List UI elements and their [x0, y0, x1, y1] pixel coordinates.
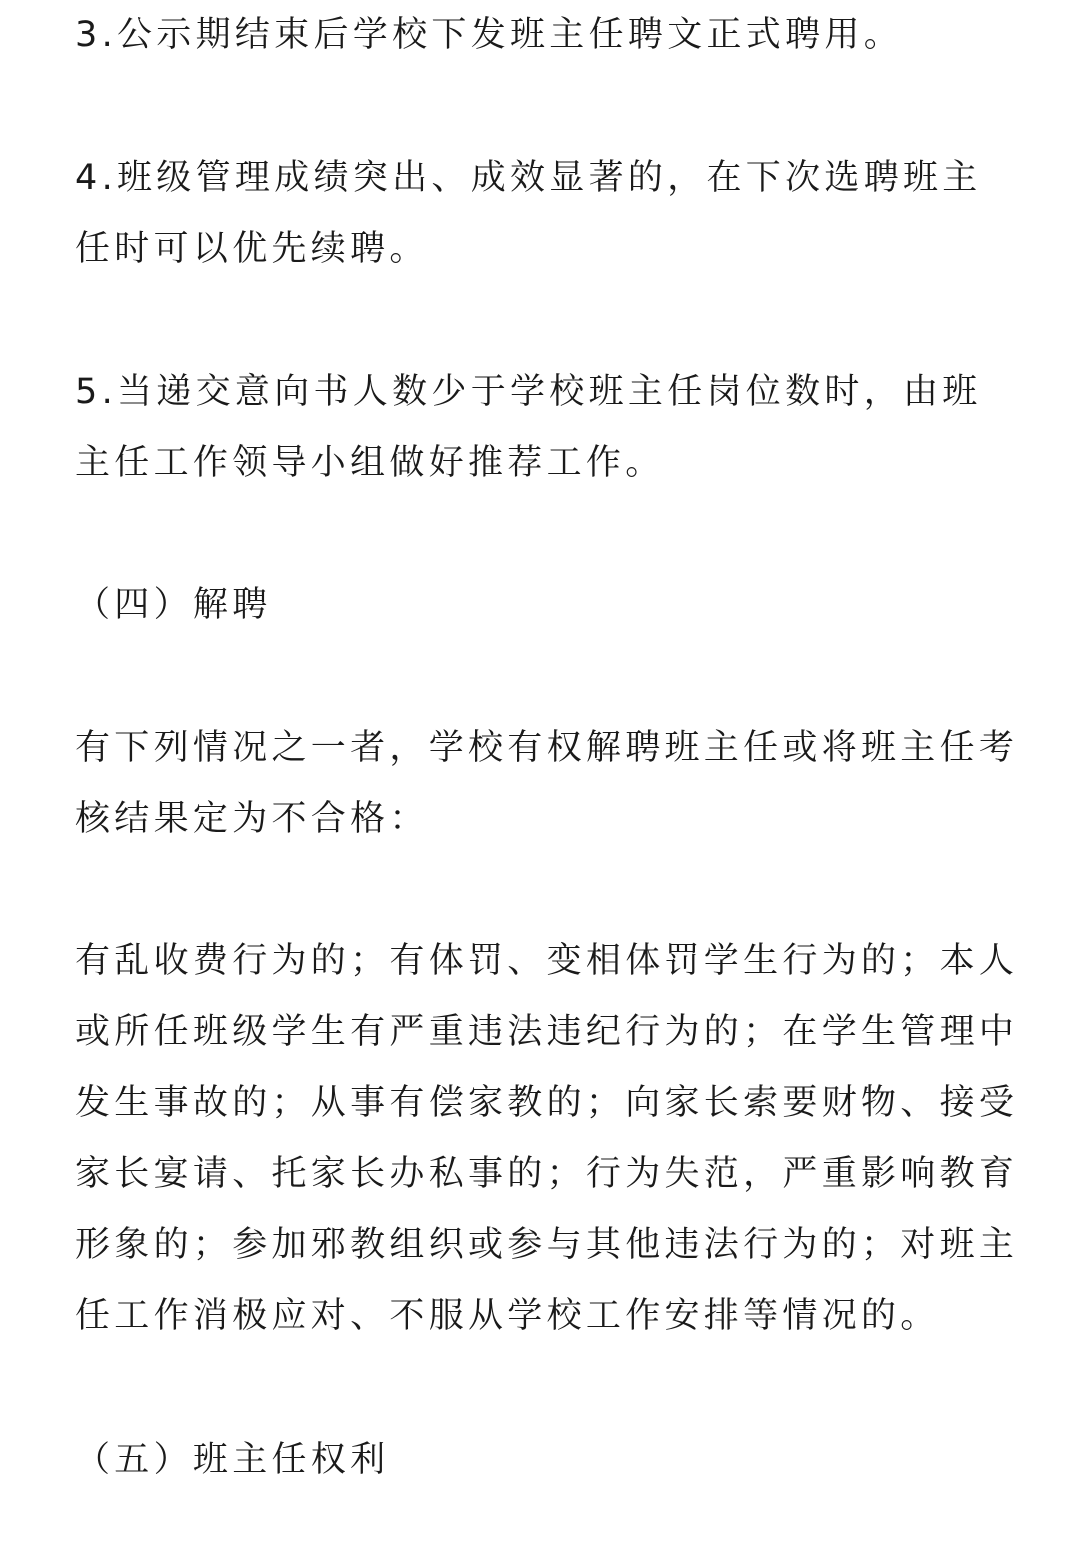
section-heading-rights: （五）班主任权利	[75, 1440, 390, 1480]
paragraph-item-4: 4.班级管理成绩突出、成效显著的，在下次选聘班主任时可以优先续聘。	[75, 158, 982, 269]
dismissal-conditions-paragraph: 有乱收费行为的；有体罚、变相体罚学生行为的；本人或所任班级学生有严重违法违纪行为的；在学生管理中发生事故的；从事有偿家教的；向家长索要财物、接受家长宴请、托家长办私事的；行为失范，严重影响教育形象的；参加邪教组织或参与其他违法行为的；对班主任工作消极应对、不服从学校工作安排等情况的。	[75, 941, 1019, 1336]
paragraph-item-3: 3.公示期结束后学校下发班主任聘文正式聘用。	[75, 15, 903, 55]
dismissal-intro-paragraph: 有下列情况之一者，学校有权解聘班主任或将班主任考核结果定为不合格：	[75, 728, 1019, 839]
section-heading-dismissal: （四）解聘	[75, 585, 272, 625]
paragraph-item-5: 5.当递交意向书人数少于学校班主任岗位数时，由班主任工作领导小组做好推荐工作。	[75, 372, 982, 483]
